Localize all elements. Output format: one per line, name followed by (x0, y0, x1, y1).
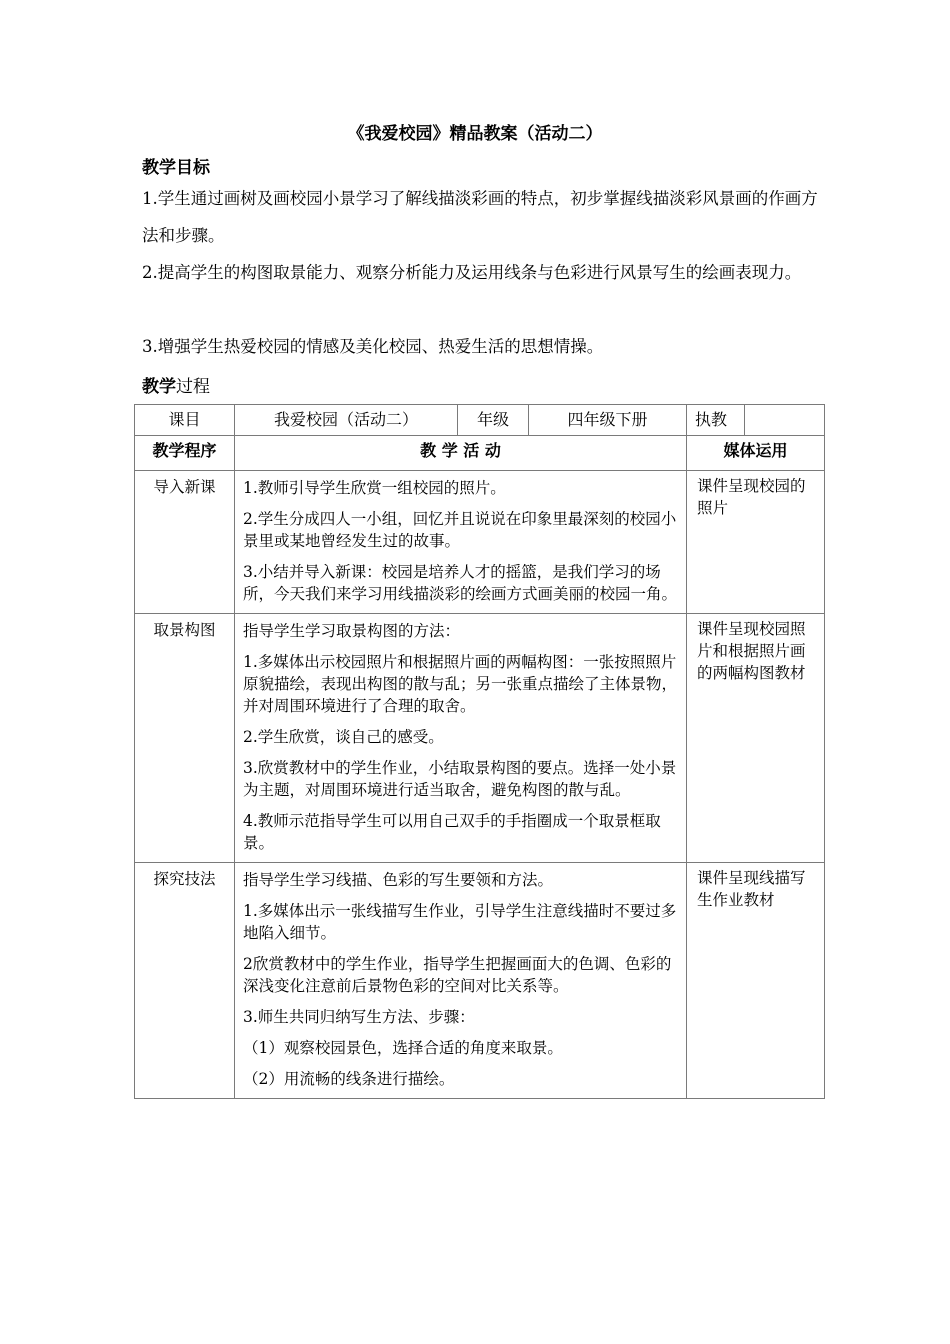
subject-label: 课目 (135, 405, 235, 436)
lesson-table (134, 404, 825, 1099)
activity-item: （1）观察校园景色，选择合适的角度来取景。 (243, 1039, 563, 1057)
objectives-heading (142, 153, 210, 178)
activity-item: 2欣赏教材中的学生作业，指导学生把握画面大的色调、色彩的深浅变化注意前后景物色彩的空间对比关系等。 (243, 955, 672, 995)
objectives-heading-text: 教学目标 (142, 158, 210, 178)
teacher-label: 执教 (687, 405, 745, 436)
table-row (135, 471, 825, 614)
activity-item: 1.教师引导学生欣赏一组校园的照片。 (243, 479, 506, 497)
activity-item: 2.学生分成四人一小组，回忆并且说说在印象里最深刻的校园小景里或某地曾经发生过的故事。 (243, 510, 677, 550)
activity-item: 2.学生欣赏，谈自己的感受。 (243, 728, 444, 746)
objective-item-2: 2.提高学生的构图取景能力、观察分析能力及运用线条与色彩进行风景写生的绘画表现力。 (142, 263, 802, 282)
subject-value: 我爱校园（活动二） (235, 405, 458, 436)
media-cell: 课件呈现线描写生作业教材 (687, 863, 825, 1099)
objective-item-3: 3.增强学生热爱校园的情感及美化校园、热爱生活的思想情操。 (142, 337, 604, 356)
activity-cell (235, 863, 687, 1099)
table-row (135, 614, 825, 863)
activity-item: 3.欣赏教材中的学生作业，小结取景构图的要点。选择一处小景为主题，对周围环境进行适当取舍，避免构图的散与乱。 (243, 759, 677, 799)
objective-item-1: 1.学生通过画树及画校园小景学习了解线描淡彩画的特点，初步掌握线描淡彩风景画的作画方法和步骤。 (142, 189, 818, 245)
activity-item: 4.教师示范指导学生可以用自己双手的手指圈成一个取景框取景。 (243, 812, 661, 852)
stage-cell: 取景构图 (135, 614, 235, 863)
activity-item: 1.多媒体出示一张线描写生作业，引导学生注意线描时不要过多地陷入细节。 (243, 902, 677, 942)
media-cell: 课件呈现校园照片和根据照片画的两幅构图教材 (687, 614, 825, 863)
stage-cell: 导入新课 (135, 471, 235, 614)
stage-cell: 探究技法 (135, 863, 235, 1099)
activity-item: 指导学生学习取景构图的方法： (243, 622, 461, 640)
meta-row (135, 405, 825, 436)
media-cell: 课件呈现校园的照片 (687, 471, 825, 614)
grade-value: 四年级下册 (529, 405, 687, 436)
activity-item: 3.师生共同归纳写生方法、步骤： (243, 1008, 475, 1026)
header-activity: 教 学 活 动 (235, 436, 687, 471)
table-row (135, 863, 825, 1099)
process-heading-bold: 教学 (142, 377, 176, 397)
activity-item: 指导学生学习线描、色彩的写生要领和方法。 (243, 871, 554, 889)
activity-cell (235, 471, 687, 614)
activity-item: 3.小结并导入新课：校园是培养人才的摇篮，是我们学习的场所，今天我们来学习用线描淡彩的绘画方式画美丽的校园一角。 (243, 563, 678, 603)
process-heading (142, 372, 210, 397)
activity-item: （2）用流畅的线条进行描绘。 (243, 1070, 455, 1088)
grade-label: 年级 (458, 405, 529, 436)
header-media: 媒体运用 (687, 436, 825, 471)
activity-item: 1.多媒体出示校园照片和根据照片画的两幅构图：一张按照照片原貌描绘，表现出构图的散与乱；另一张重点描绘了主体景物，并对周围环境进行了合理的取舍。 (243, 653, 678, 715)
header-procedure: 教学程序 (135, 436, 235, 471)
activity-cell (235, 614, 687, 863)
header-row (135, 436, 825, 471)
page-title: 《我爱校园》精品教案（活动二） (347, 124, 603, 144)
teacher-value (745, 405, 825, 436)
process-heading-regular: 过程 (176, 377, 210, 397)
